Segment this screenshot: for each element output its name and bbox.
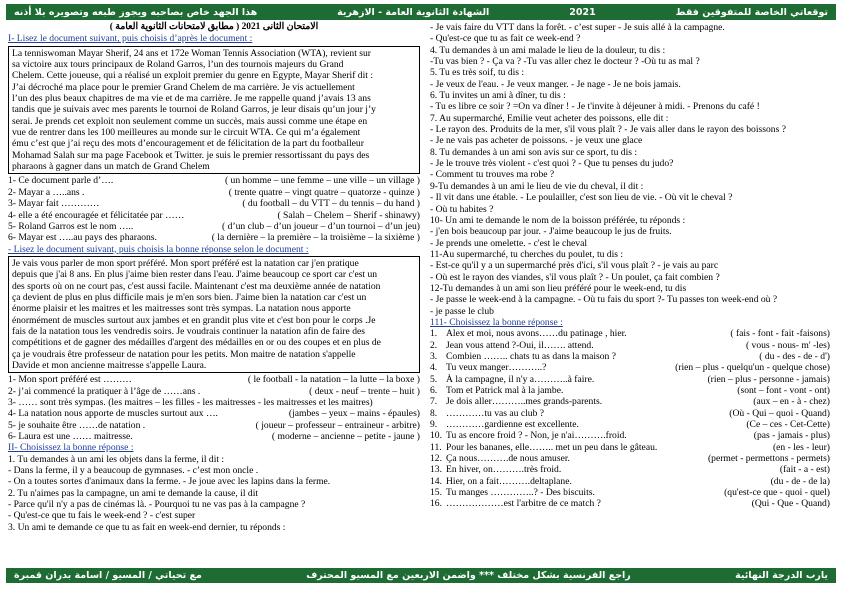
item-number: 15. (430, 487, 442, 499)
grammar-item (430, 498, 830, 509)
item-number: 14. (430, 475, 442, 487)
question-options: ( joueur – professeur – entraineur - arbitre) (255, 419, 420, 431)
passage1-line: J’ai décroché ma place pour le premier Grand Chelem de ma carrière. Je vis actuellement (12, 81, 355, 93)
item-number: 11. (430, 441, 442, 453)
footer-right-text: يارب الدرجة النهائية (735, 570, 828, 581)
item-options: (permet - permettons - permets) (707, 453, 830, 465)
passage2-line: énorme plaisir et les maitres et les maitresses sont très sympas. La natation nous apporte (12, 303, 351, 315)
passage2-line: fais de la natation tous les vendredis soirs. Je voudrais continuer la natation afin de faire des (12, 325, 365, 337)
question-text: 3- Mayar fait ………… (8, 198, 100, 210)
q2-list (8, 374, 420, 442)
item-text: Tu manges …………..? - Des biscuits. (446, 487, 595, 499)
item-text: Jean vous attend ?-Oui, il……. attend. (446, 339, 594, 351)
grammar-item (430, 351, 830, 362)
dialogue-line: 8. Tu demandes à un ami son avis sur ce sport, tu dis : (430, 146, 638, 158)
question-options: ( deux - neuf – trente – huit ) (309, 385, 420, 397)
grammar-item (430, 453, 830, 464)
item-options: (rien – plus - quelqu'un - quelque chose) (675, 362, 830, 374)
question-text: 4- La natation nous apporte de muscles surtout aux …. (8, 408, 218, 420)
item-text: À la campagne, il n'y a………..à faire. (446, 373, 595, 385)
dialogue-line: - Je veux de l'eau. - Je veux manger. - Je nage - Je ne bois jamais. (430, 78, 681, 90)
item-number: 5. (430, 373, 438, 385)
item-number: 12. (430, 453, 442, 465)
question-row (8, 397, 420, 408)
header-bar (6, 4, 836, 20)
passage2-line: des sports où on ne court pas, c'est aussi facile. Maintenant c'est ma deuxième année de natation (12, 280, 381, 292)
dialogue-line: - Est-ce qu'il y a un supermarché près d'ici, s'il vous plaît ? - je vais au parc (430, 260, 719, 272)
dialogue-line: 2. Tu n'aimes pas la campagne, un ami te demande la cause, il dit (8, 487, 259, 499)
dialogue-line: 5. Tu es très soif, tu dis : (430, 67, 525, 79)
question-row (8, 408, 420, 419)
q1-list (8, 175, 420, 243)
question-row (8, 374, 420, 385)
item-number: 13. (430, 464, 442, 476)
dialogue-line: 11-Au supermarché, tu cherches du poulet, tu dis : (430, 248, 624, 260)
question-row (8, 187, 420, 198)
grammar-item (430, 328, 830, 339)
dialogue-line: 4. Tu demandes à un ami malade le lieu de la douleur, tu dis : (430, 44, 666, 56)
footer-bar (6, 568, 836, 583)
item-text: Tu veux manger………..? (446, 362, 547, 374)
section-111-title: 111- Choisissez la bonne réponse : (430, 316, 563, 328)
item-number: 3. (430, 350, 438, 362)
item-text: Hier, on a fait……….deltaplane. (446, 475, 572, 487)
item-number: 16. (430, 498, 442, 510)
item-text: Pour les bananes, elle…….. met un peu dans le gâteau. (446, 441, 658, 453)
dialogue-line: - Je le trouve très violent - c'est quoi ? - Que tu penses du judo? (430, 158, 674, 170)
grammar-item (430, 476, 830, 487)
footer-center-text: راجع الفرنسية بشكل مختلف *** واضمن الاربعين مع المسيو المحترف (306, 570, 631, 581)
grammar-item (430, 396, 830, 407)
question-text: 5- je souhaite être ……de natation . (8, 419, 146, 431)
item-number: 10. (430, 430, 442, 442)
question-text: 3- …… sont très sympas. (les maitres – les filles - les maitresses - les maitresses et les maitres) (8, 397, 373, 408)
item-number: 4. (430, 362, 438, 374)
left-column (8, 22, 420, 533)
item-options: (pas - jamais - plus) (753, 430, 830, 442)
dialogue-line: - Je ne vais pas acheter de poissons. - je veux une glace (430, 135, 643, 147)
item-options: (Qui - Que - Quand) (751, 498, 830, 510)
dialogue-line: -Tu vas bien ? - Ça va ? -Tu vas aller chez le docteur ? -Où tu as mal ? (430, 56, 700, 68)
right-column (430, 22, 830, 510)
dialogue-line: - Où est le rayon des viandes, s'il vous plaît ? - Un poulet, ça fait combien ? (430, 271, 720, 283)
dialogue-line: 3. Un ami te demande ce que tu as fait en week-end dernier, tu réponds : (8, 521, 286, 533)
item-options: (fait - a - est) (779, 464, 830, 476)
section2-title: - Lisez le document suivant, puis choisis la bonne réponse selon le document : (8, 243, 309, 255)
header-year: 2021 (569, 6, 596, 18)
dialogue-line: 10- Un ami te demande le nom de la boisson préférée, tu réponds : (430, 214, 686, 226)
header-right-text: توقعاتي الخاصة للمتفوقين فقط (675, 6, 828, 18)
grammar-item (430, 442, 830, 453)
passage2-line: énormément de muscles surtout aux jambes et en grandit plus vite et c'est bon pour le corps .Je (12, 314, 376, 326)
question-row (8, 210, 420, 221)
passage2-line: Davide et mon ancienne maitresse s'appelle Laura. (12, 359, 207, 371)
question-text: 4- elle a été encouragée et félicitatée par …… (8, 209, 185, 221)
item-number: 7. (430, 396, 438, 408)
item-text: Tom et Patrick mal à la jambe. (446, 385, 564, 396)
passage2-line: ça je voudrais être professeur de natation pour les petits. Mon maitre de natation s'appelle (12, 348, 356, 360)
item-text: ………………est l'arbitre de ce match ? (446, 498, 601, 510)
item-options: (Ce – ces - Cet-Cette) (746, 419, 830, 431)
question-options: ( le football - la natation – la lutte – la boxe ) (247, 374, 420, 386)
item-options: (qu'est-ce que - quoi - quel) (724, 487, 830, 499)
dialogue-line: - Tu es libre ce soir ? =On va dîner ! - Je t'invite à déjeuner à midi. - Prenons du café ! (430, 101, 760, 113)
passage2-line: depuis que j'ai 8 ans. En plus j'aime bien rester dans l'eau. J'aime beaucoup ce sport car c'est un (12, 269, 378, 281)
dialogue-line: - Où tu habites ? (430, 203, 494, 215)
passage2-line: compétitions et de gagner des médailles d'argent des médailles en or ou des coupes et en plus de (12, 337, 381, 349)
question-options: ( d’un club – d’un joueur – d’un tournoi – d’un jeu) (222, 220, 420, 232)
header-center-text: الشهادة الثانوية العامة - الازهرية (337, 6, 490, 18)
header-left-text: هذا الجهد خاص بصاحبه ويجوز طبعه وتصويره بلا أذنه (14, 6, 258, 18)
question-options: ( Salah – Chelem – Sherif - shinawy) (277, 209, 420, 221)
item-text: Ça nous……….de nous amuser. (446, 453, 570, 465)
passage1-line: vue de rentrer dans les 100 meilleures au monde sur le circuit WTA. Ce qui m’a également (12, 127, 361, 139)
question-text: 2- Mayar a …..ans . (8, 186, 85, 198)
item-options: (aux – en - à - chez) (753, 396, 830, 408)
question-options: ( moderne – ancienne – petite - jaune ) (271, 431, 420, 443)
dialogue-line: 12-Tu demandes à un ami son lieu préféré pour le week-end, tu dis (430, 282, 687, 294)
section3-title: II- Choisissez la bonne réponse : (8, 442, 134, 454)
passage1-line: l’un des plus beaux chapitres de ma vie et de ma carrière. Je me rappelle quand j’avais 13 ans (12, 93, 371, 105)
item-number: 6. (430, 385, 438, 396)
item-options: (rien – plus - personne - jamais) (707, 373, 830, 385)
dialogue-line: - Qu'est-ce que tu as fait ce week-end ? (430, 33, 581, 45)
dialogue-line: - Parce qu'il n'y a pas de cinémas là. - Pourquoi tu ne vas pas à la campagne ? (8, 499, 306, 511)
item-options: (sont – font - vont - ont) (737, 385, 830, 396)
passage2-box (8, 256, 420, 373)
dialogue-line: - Le rayon des. Produits de la mer, s'il vous plaît ? - Je vais aller dans le rayon des boissons ? (430, 124, 786, 136)
item-options: ( fais - font - fait -faisons) (730, 328, 830, 340)
dialogue-list-continued (430, 22, 830, 317)
question-text: 1- Ce document parle d’…. (8, 175, 114, 187)
question-row (8, 386, 420, 397)
footer-left-text: مع تحياتي / المسيو / اسامة بدران قمبرة (14, 570, 202, 581)
item-options: (en - les - leur) (772, 441, 830, 453)
item-options: ( du - des - de - d') (759, 350, 830, 362)
dialogue-line: - Je prends une omelette. - c'est le cheval (430, 237, 588, 249)
item-text: Tu as encore froid ? - Non, je n'ai……….froid. (446, 430, 627, 442)
item-text: Je dois aller………..mes grands-parents. (446, 396, 603, 408)
passage2-line: ça devient de plus en plus difficile mais je m'en sors bien. J'aime bien la natation car c'est un (12, 291, 367, 303)
question-options: ( du football – du VTT – du tennis – du hand ) (242, 198, 420, 210)
item-number: 9. (430, 419, 438, 431)
dialogue-line: - Qu'est-ce que tu fais le week-end ? - c'est super (8, 510, 196, 522)
passage1-line: La tenniswoman Mayar Sherif, 24 ans et 172e Woman Tennis Association (WTA), revient sur (12, 47, 371, 59)
item-text: En hiver, on……….très froid. (446, 464, 562, 476)
item-text: Combien …….. chats tu as dans la maison ? (446, 350, 616, 362)
item-number: 8. (430, 407, 438, 419)
dialogue-line: 7. Au supermarché, Emilie veut acheter des poissons, elle dit : (430, 112, 669, 124)
grammar-item (430, 430, 830, 441)
question-row (8, 175, 420, 186)
dialogue-line: 9-Tu demandes à un ami le lieu de vie du cheval, il dit : (430, 180, 644, 192)
grammar-item (430, 385, 830, 396)
passage1-line: ému c’est que j’ai reçu des mots d’encouragement et de félicitation de la part du footballeur (12, 138, 364, 150)
dialogue-line: 6. Tu invites un ami à dîner, tu dis : (430, 90, 566, 102)
question-row (8, 221, 420, 232)
grammar-item (430, 374, 830, 385)
grammar-item (430, 487, 830, 498)
grammar-items (430, 328, 830, 510)
passage1-line: sa victoire aux tours principaux de Roland Garros, l’un des tournois majeurs du Grand (12, 59, 344, 71)
passage1-line: serai. Je prends cet exploit non seulement comme un succès, mais aussi comme une étape en (12, 115, 368, 127)
question-options: ( la dernière – la première – la troisième – la sixième ) (211, 232, 420, 244)
passage1-line: Chelem. Cette joueuse, qui a réalisé un exploit premier du genre en Egypte, Mayar Sherif dit : (12, 70, 373, 82)
question-options: (jambes – yeux – mains - épaules) (288, 408, 420, 420)
question-text: 2- j’ai commencé la pratiquer à l’âge de ……ans . (8, 385, 201, 397)
dialogue-line: - Je vais faire du VTT dans la forêt. - c’est super - Je suis allé à la campagne. (430, 22, 725, 33)
dialogue-line: - j'en bois beaucoup par jour. - J'aime beaucoup le jus de fruits. (430, 226, 672, 238)
item-options: (Où - Qui – quoi - Quand) (729, 407, 830, 419)
exam-heading: الامتحان الثانى 2021 ( مطابق لامتحانات الثانوية العامة ) (109, 22, 319, 32)
grammar-item (430, 464, 830, 475)
item-number: 1. (430, 328, 438, 340)
item-options: ( vous - nous- m' -les) (745, 339, 830, 351)
question-text: 5- Roland Garros est le nom ….. (8, 220, 134, 232)
dialogue-list (8, 454, 420, 533)
passage2-line: Je vais vous parler de mon sport préféré. Mon sport préféré est la natation car j'en pratique (12, 257, 359, 269)
passage1-line: pharaons à gagner dans un match de Grand Chelem (12, 161, 210, 173)
dialogue-line: - Je passe le week-end à la campagne. - Où tu fais du sport ?- Tu passes ton week-end où ? (430, 294, 778, 306)
question-options: ( un homme – une femme – une ville – un village ) (224, 175, 420, 187)
dialogue-line: 1. Tu demandes à un ami les objets dans la ferme, il dit : (8, 453, 225, 465)
question-text: 6- Laura est une …… maitresse. (8, 431, 133, 443)
question-text: 1- Mon sport préféré est ……… (8, 374, 132, 386)
item-number: 2. (430, 339, 438, 351)
grammar-item (430, 362, 830, 373)
question-options: ( trente quatre – vingt quatre – quatorze - quinze ) (228, 186, 420, 198)
section1-title: I- Lisez le document suivant, puis choisis d’après le document : (8, 33, 253, 45)
question-row (8, 431, 420, 442)
item-text: …………gardienne est excellente. (446, 419, 579, 431)
passage1-line: Mohamad Salah sur ma page Facebook et Twitter. je suis le premier ressortissant du pays des (12, 149, 370, 161)
item-text: Alex et moi, nous avons……du patinage , hier. (446, 328, 627, 340)
dialogue-line: - Dans la ferme, il y a beaucoup de gymnases. - c’est mon oncle . (8, 465, 259, 477)
passage1-box (8, 46, 420, 175)
question-row (8, 198, 420, 209)
grammar-item (430, 408, 830, 419)
question-row (8, 420, 420, 431)
dialogue-line: - Comment tu trouves ma robe ? (430, 169, 555, 181)
grammar-item (430, 340, 830, 351)
dialogue-line: - je passe le club (430, 305, 494, 317)
passage1-line: tandis que je suivais avec mes parents le tournoi de Roland Garros, je leur disais qu’un jour j’y (12, 104, 376, 116)
grammar-item (430, 419, 830, 430)
item-text: …………tu vas au club ? (446, 407, 545, 419)
question-text: 6- Mayar est …..au pays des pharaons. (8, 232, 157, 244)
question-row (8, 232, 420, 243)
dialogue-line: - On a toutes sortes d'animaux dans la ferme. - Je joue avec les lapins dans la ferme. (8, 476, 331, 488)
dialogue-line: - Il vit dans une étable. - Le poulailler, c'est son lieu de vie. - Où vit le cheval ? (430, 192, 733, 204)
item-options: (du - de - de la) (770, 475, 830, 487)
